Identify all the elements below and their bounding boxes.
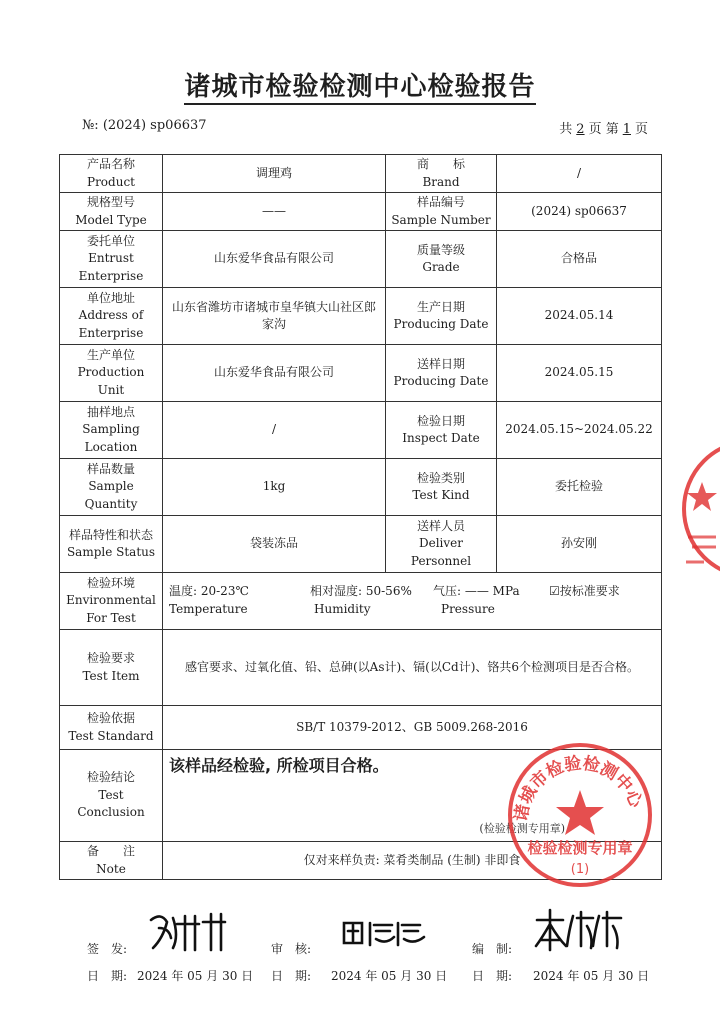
- note-label: 备 注 Note: [60, 842, 163, 880]
- standard-checkbox: ☑按标准要求: [549, 584, 620, 598]
- deliver-label: 送样人员 Deliver Personnel: [386, 516, 497, 573]
- sample-quantity-value: 1kg: [163, 459, 386, 516]
- test-item-label: 检验要求 Test Item: [60, 630, 163, 706]
- grade-label: 质量等级 Grade: [386, 231, 497, 288]
- brand-value: /: [497, 155, 662, 193]
- seal-bottom-text: 检验检测专用章: [527, 839, 633, 857]
- test-kind-value: 委托检验: [497, 459, 662, 516]
- test-kind-label: 检验类别 Test Kind: [386, 459, 497, 516]
- model-type-label: 规格型号 Model Type: [60, 193, 163, 231]
- product-label: 产品名称 Product: [60, 155, 163, 193]
- report-title: 诸城市检验检测中心检验报告: [0, 66, 720, 103]
- conclusion-label: 检验结论 Test Conclusion: [60, 750, 163, 842]
- compiler-date: 2024 年 05 月 30 日: [533, 969, 650, 983]
- reviewer-label: 审 核:: [271, 942, 312, 956]
- sample-status-label: 样品特性和状态 Sample Status: [60, 516, 163, 573]
- inspect-date-value: 2024.05.15~2024.05.22: [497, 402, 662, 459]
- temperature-value: 温度: 20-23℃: [169, 584, 249, 598]
- issuer-date: 2024 年 05 月 30 日: [137, 969, 254, 983]
- page-indicator: 共 2 页 第 1 页: [559, 122, 648, 137]
- model-type-value: ——: [163, 193, 386, 231]
- reviewer-date-label: 日 期:: [271, 969, 312, 983]
- deliver-value: 孙安刚: [497, 516, 662, 573]
- humidity-value: 相对湿度: 50-56%: [310, 584, 412, 598]
- temperature-label-en: Temperature: [169, 602, 248, 616]
- sample-quantity-label: 样品数量 Sample Quantity: [60, 459, 163, 516]
- grade-value: 合格品: [497, 231, 662, 288]
- sampling-location-label: 抽样地点 Sampling Location: [60, 402, 163, 459]
- sample-number-label: 样品编号 Sample Number: [386, 193, 497, 231]
- compiler-date-label: 日 期:: [472, 969, 513, 983]
- note-value: 仅对来样负责: 菜肴类制品 (生制) 非即食: [163, 842, 662, 880]
- stamp-note: (检验检测专用章): [479, 822, 565, 836]
- test-item-value: 感官要求、过氧化值、铅、总砷(以As计)、镉(以Cd计)、铬共6个检测项目是否合格。: [163, 630, 662, 706]
- entrust-label: 委托单位 Entrust Enterprise: [60, 231, 163, 288]
- send-date-label: 送样日期 Producing Date: [386, 345, 497, 402]
- reviewer-signature: [340, 915, 430, 951]
- brand-label: 商 标 Brand: [386, 155, 497, 193]
- production-unit-value: 山东爱华食品有限公司: [163, 345, 386, 402]
- address-label: 单位地址 Address of Enterprise: [60, 288, 163, 345]
- issuer-date-label: 日 期:: [87, 969, 128, 983]
- seal-number: (1): [570, 862, 590, 877]
- address-value: 山东省潍坊市诸城市皇华镇大山社区郎家沟: [163, 288, 386, 345]
- compiler-label: 编 制:: [472, 942, 513, 956]
- send-date-value: 2024.05.15: [497, 345, 662, 402]
- seal-star-icon: [556, 790, 604, 835]
- producing-date-label: 生产日期 Producing Date: [386, 288, 497, 345]
- sample-number-value: (2024) sp06637: [497, 193, 662, 231]
- sample-status-value: 袋装冻品: [163, 516, 386, 573]
- edge-seal-stamp: [680, 437, 720, 582]
- test-standard-value: SB/T 10379-2012、GB 5009.268-2016: [163, 706, 662, 750]
- inspect-date-label: 检验日期 Inspect Date: [386, 402, 497, 459]
- pressure-label-en: Pressure: [441, 602, 495, 616]
- pressure-value: 气压: —— MPa: [433, 584, 520, 598]
- entrust-value: 山东爱华食品有限公司: [163, 231, 386, 288]
- production-unit-label: 生产单位 Production Unit: [60, 345, 163, 402]
- environment-label: 检验环境 Environmental For Test: [60, 573, 163, 630]
- compiler-signature: [533, 906, 633, 954]
- reviewer-date: 2024 年 05 月 30 日: [331, 969, 448, 983]
- humidity-label-en: Humidity: [314, 602, 371, 616]
- product-value: 调理鸡: [163, 155, 386, 193]
- seal-arc-text: 诸城市检验检测中心: [511, 753, 646, 823]
- sampling-location-value: /: [163, 402, 386, 459]
- issuer-label: 签 发:: [87, 942, 128, 956]
- environment-value: [163, 573, 662, 630]
- conclusion-value: 该样品经检验, 所检项目合格。: [169, 756, 389, 775]
- report-number: №: (2024) sp06637: [82, 118, 207, 133]
- issuer-signature: [145, 908, 235, 956]
- official-seal-stamp: [505, 740, 655, 890]
- producing-date-value: 2024.05.14: [497, 288, 662, 345]
- test-standard-label: 检验依据 Test Standard: [60, 706, 163, 750]
